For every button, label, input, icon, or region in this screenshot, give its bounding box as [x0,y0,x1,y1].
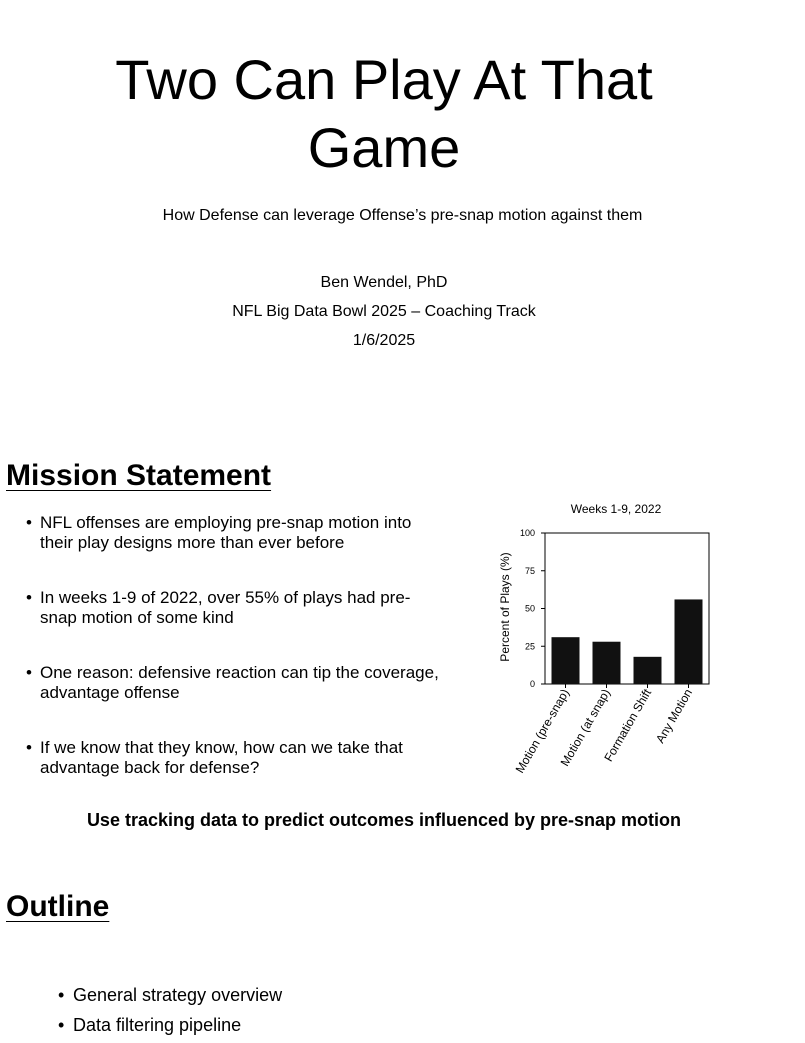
chart-bar [593,642,621,684]
presentation-subtitle: How Defense can leverage Offense’s pre-snap motion against them [162,207,643,224]
y-tick-label: 0 [529,679,535,689]
event-name: NFL Big Data Bowl 2025 – Coaching Track [232,303,536,320]
x-category-label: Motion (pre-snap) [512,686,573,776]
chart-bar [552,637,580,684]
y-tick-label: 100 [519,528,535,538]
presentation-date: 1/6/2025 [352,332,416,349]
title-slide [0,0,768,440]
mission-bullet: • One reason: defensive reaction can tip the coverage, advantage offense [26,663,446,703]
x-category-label: Any Motion [652,686,696,746]
presentation-title [0,46,768,182]
chart-title: Weeks 1-9, 2022 [570,502,662,516]
chart-y-ticks [520,528,545,689]
outline-slide [0,860,768,1035]
y-tick-label: 75 [524,565,535,576]
title-line-1: Two Can Play At That [115,48,653,111]
byline [0,268,768,355]
mission-slide [0,440,768,860]
y-tick-label: 50 [524,603,535,614]
chart-bar [634,657,662,684]
motion-bar-chart [490,496,730,796]
mission-bullet-list [26,513,446,813]
y-tick-label: 25 [524,641,535,652]
mission-bullet: • If we know that they know, how can we take that advantage back for defense? [26,738,446,778]
outline-bullet: • Data filtering pipeline [58,1013,282,1037]
title-line-2: Game [307,116,461,179]
outline-heading: Outline [6,890,110,923]
outline-bullet: • General strategy overview [58,983,282,1007]
chart-y-axis-label: Percent of Plays (%) [498,552,512,662]
mission-bullet: • NFL offenses are employing pre-snap motion into their play designs more than ever before [26,513,446,553]
author-name: Ben Wendel, PhD [320,274,448,291]
mission-heading: Mission Statement [6,459,272,492]
chart-bars [552,599,703,684]
mission-bullet: • In weeks 1-9 of 2022, over 55% of plays had pre-snap motion of some kind [26,588,446,628]
x-category-label: Motion (at snap) [557,686,614,769]
chart-bar [675,599,703,684]
outline-bullet-list [58,983,282,1043]
chart-category-labels [513,684,695,776]
chart-svg [490,496,730,796]
mission-conclusion: Use tracking data to predict outcomes influenced by pre-snap motion [86,810,682,830]
x-category-label: Formation Shift [601,686,655,764]
